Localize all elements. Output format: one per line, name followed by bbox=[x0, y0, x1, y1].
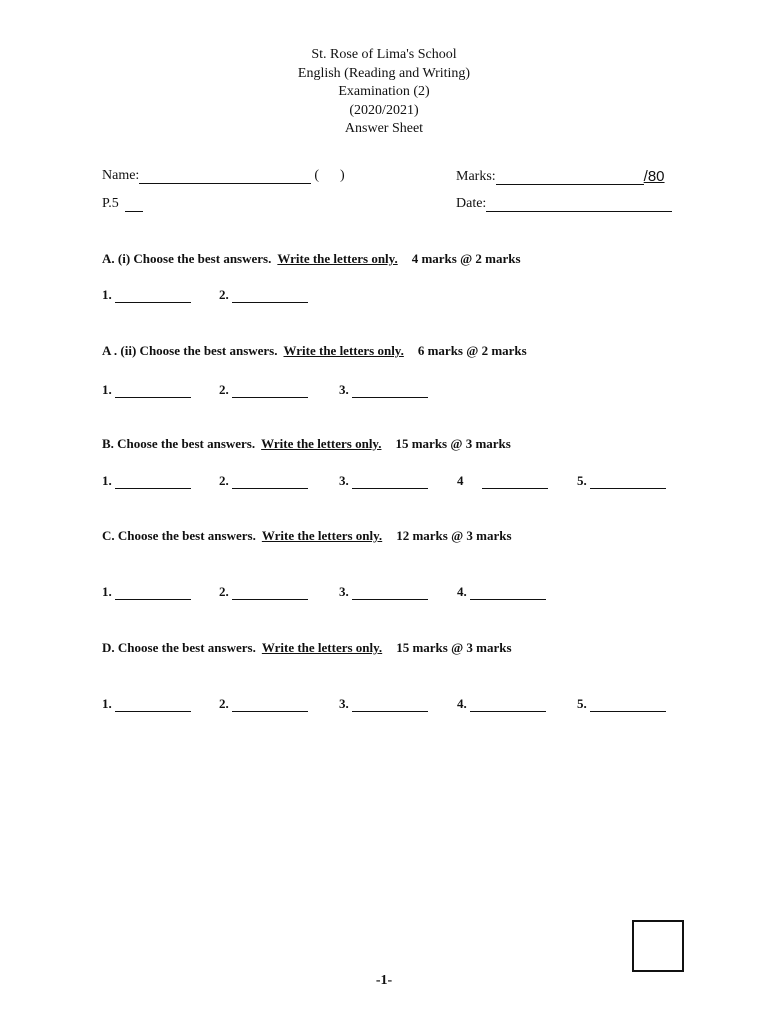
section-prefix: A. (i) Choose the best answers. bbox=[102, 251, 272, 266]
answer-number: 1. bbox=[102, 287, 112, 302]
class-field[interactable] bbox=[102, 196, 143, 212]
answer-number: 4 bbox=[457, 473, 464, 488]
exam-title: Examination (2) bbox=[338, 84, 430, 99]
marks-total: /80 bbox=[643, 168, 665, 185]
school-year: (2020/2021) bbox=[349, 102, 419, 118]
answer-number: 5. bbox=[577, 473, 587, 488]
marks-label: Marks: bbox=[456, 169, 496, 184]
answer-blank[interactable] bbox=[102, 287, 191, 303]
answer-number: 3. bbox=[339, 584, 349, 599]
answer-line[interactable] bbox=[352, 587, 428, 600]
answer-number: 1. bbox=[102, 696, 112, 711]
class-line[interactable] bbox=[125, 197, 143, 212]
name-label: Name: bbox=[102, 168, 140, 183]
answer-blank[interactable] bbox=[339, 584, 428, 600]
name-field[interactable] bbox=[102, 168, 345, 184]
answer-blank[interactable] bbox=[219, 696, 308, 712]
answer-line[interactable] bbox=[470, 699, 546, 712]
answer-number: 3. bbox=[339, 473, 349, 488]
section-instruction: Write the letters only. bbox=[277, 251, 398, 266]
section-prefix: B. Choose the best answers. bbox=[102, 436, 256, 451]
answer-number: 2. bbox=[219, 382, 229, 397]
answer-number: 5. bbox=[577, 696, 587, 711]
name-line[interactable] bbox=[139, 169, 311, 184]
answer-line[interactable] bbox=[115, 476, 191, 489]
answer-number: 3. bbox=[339, 696, 349, 711]
answer-blank[interactable] bbox=[457, 696, 546, 712]
date-line[interactable] bbox=[486, 197, 672, 212]
answer-blank[interactable] bbox=[457, 584, 546, 600]
answer-line[interactable] bbox=[352, 385, 428, 398]
answer-line[interactable] bbox=[590, 476, 666, 489]
section-title-c bbox=[102, 436, 511, 452]
answer-blank[interactable] bbox=[219, 287, 308, 303]
section-title-e bbox=[102, 640, 512, 656]
section-prefix: D. Choose the best answers. bbox=[102, 640, 256, 655]
answer-blank[interactable] bbox=[457, 473, 548, 489]
answer-line[interactable] bbox=[232, 290, 308, 303]
section-instruction: Write the letters only. bbox=[261, 436, 382, 451]
answer-blank[interactable] bbox=[102, 584, 191, 600]
answer-blank[interactable] bbox=[102, 696, 191, 712]
class-number-paren: ( ) bbox=[314, 168, 345, 183]
answer-number: 4. bbox=[457, 696, 467, 711]
school-name: St. Rose of Lima's School bbox=[311, 47, 457, 62]
section-instruction: Write the letters only. bbox=[283, 343, 404, 358]
marks-field[interactable] bbox=[456, 168, 665, 185]
answer-blank[interactable] bbox=[102, 382, 191, 398]
answer-line[interactable] bbox=[352, 699, 428, 712]
marks-line[interactable] bbox=[496, 170, 644, 185]
section-instruction: Write the letters only. bbox=[261, 640, 383, 655]
section-title-d bbox=[102, 528, 512, 544]
answer-blank[interactable] bbox=[219, 584, 308, 600]
subject-title: English (Reading and Writing) bbox=[297, 65, 471, 81]
answer-blank[interactable] bbox=[219, 382, 308, 398]
answer-line[interactable] bbox=[482, 476, 548, 489]
answer-line[interactable] bbox=[352, 476, 428, 489]
answer-blank[interactable] bbox=[339, 382, 428, 398]
answer-blank[interactable] bbox=[102, 473, 191, 489]
answer-line[interactable] bbox=[232, 699, 308, 712]
answer-blank[interactable] bbox=[219, 473, 308, 489]
answer-line[interactable] bbox=[115, 385, 191, 398]
answer-line[interactable] bbox=[115, 699, 191, 712]
section-title-b bbox=[102, 343, 527, 359]
answer-line[interactable] bbox=[590, 699, 666, 712]
section-marks: 4 marks @ 2 marks bbox=[411, 251, 521, 266]
answer-line[interactable] bbox=[232, 476, 308, 489]
answer-number: 4. bbox=[457, 584, 467, 599]
answer-number: 3. bbox=[339, 382, 349, 397]
section-marks: 6 marks @ 2 marks bbox=[417, 343, 527, 358]
section-prefix: C. Choose the best answers. bbox=[102, 528, 256, 543]
section-marks: 12 marks @ 3 marks bbox=[396, 528, 512, 543]
class-label: P.5 bbox=[102, 196, 119, 211]
answer-number: 2. bbox=[219, 473, 229, 488]
date-field[interactable] bbox=[456, 196, 672, 212]
answer-blank[interactable] bbox=[577, 696, 666, 712]
answer-number: 2. bbox=[219, 287, 229, 302]
section-marks: 15 marks @ 3 marks bbox=[395, 436, 511, 451]
section-prefix: A . (ii) Choose the best answers. bbox=[102, 343, 278, 358]
page-number: -1- bbox=[375, 973, 393, 988]
answer-number: 2. bbox=[219, 584, 229, 599]
answer-line[interactable] bbox=[232, 385, 308, 398]
answer-blank[interactable] bbox=[339, 696, 428, 712]
answer-blank[interactable] bbox=[577, 473, 666, 489]
answer-number: 1. bbox=[102, 473, 112, 488]
answer-line[interactable] bbox=[115, 587, 191, 600]
section-marks: 15 marks @ 3 marks bbox=[396, 640, 512, 655]
answer-line[interactable] bbox=[232, 587, 308, 600]
answer-number: 1. bbox=[102, 584, 112, 599]
answer-line[interactable] bbox=[470, 587, 546, 600]
date-label: Date: bbox=[456, 196, 487, 211]
answer-number: 1. bbox=[102, 382, 112, 397]
document-title: Answer Sheet bbox=[344, 121, 424, 136]
answer-blank[interactable] bbox=[339, 473, 428, 489]
answer-line[interactable] bbox=[115, 290, 191, 303]
score-box bbox=[632, 920, 684, 972]
section-instruction: Write the letters only. bbox=[261, 528, 383, 543]
section-title-a bbox=[102, 251, 521, 267]
answer-number: 2. bbox=[219, 696, 229, 711]
document-header bbox=[0, 46, 768, 139]
